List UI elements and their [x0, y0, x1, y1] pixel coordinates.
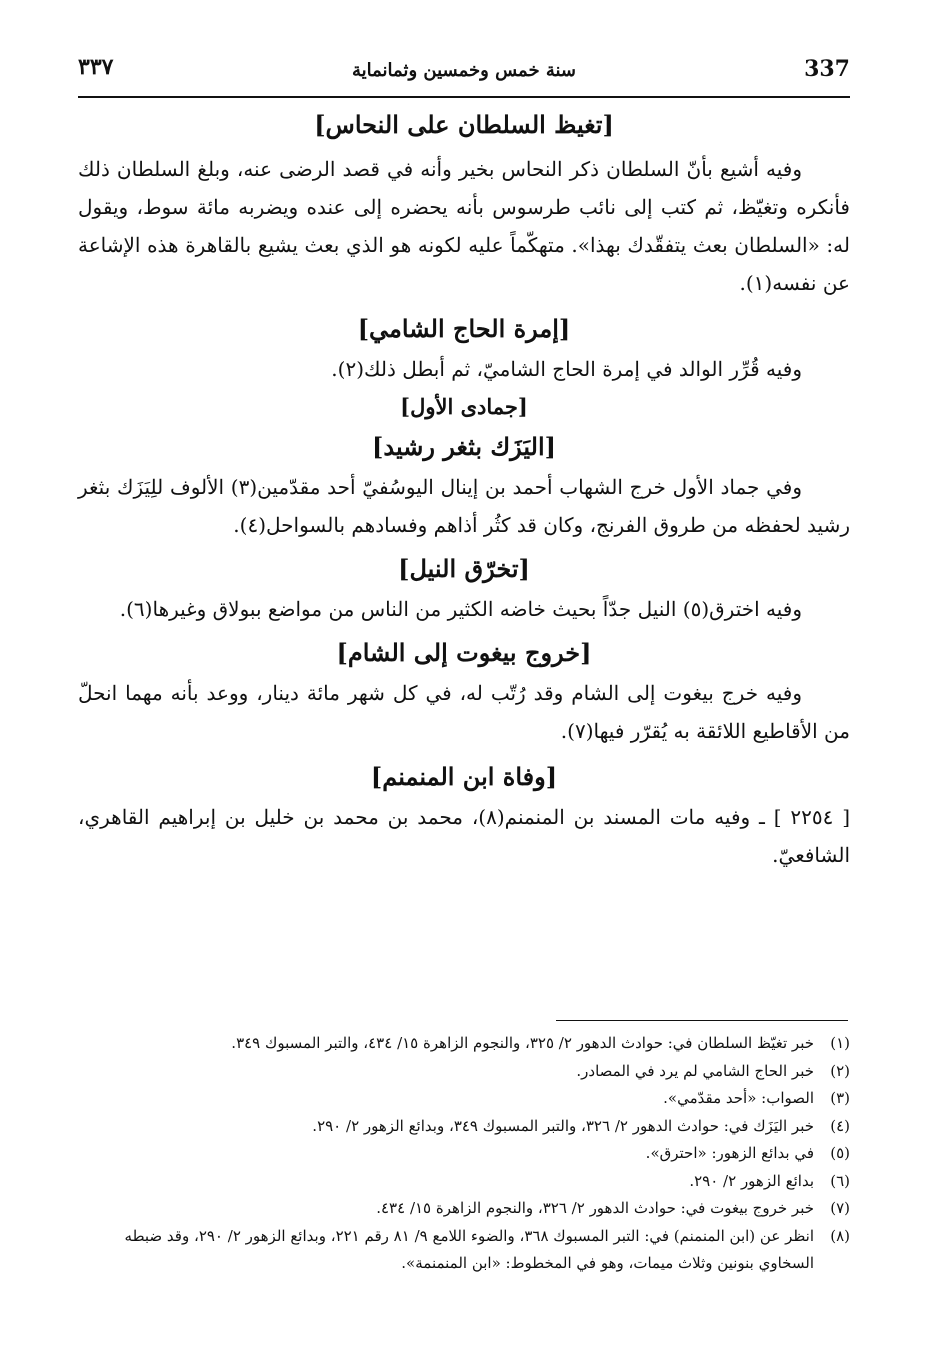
footnote-text: انظر عن (ابن المنمنم) في: التبر المسبوك ٣٦٨، والضوء اللامع ٩/ ٨١ رقم ٢٢١، وبدائع الزهور ٢/ ٢٩٠، وقد ضبطه السخاوي بنونين وثلاث ميمات، وهو في المخطوط: «ابن المنمنمة». [124, 1226, 814, 1272]
footnote-separator [556, 1020, 848, 1021]
footnote-number: (١) [830, 1034, 850, 1052]
page-number-arabic: ٣٣٧ [78, 54, 114, 80]
running-title: سنة خمس وخمسين وثمانماية [351, 60, 576, 81]
footnote-number: (٤) [830, 1116, 850, 1135]
section-heading: [اليَزَك بثغر رشيد] [372, 432, 556, 461]
footnote [78, 1085, 850, 1113]
section-heading: [وفاة ابن المنمنم] [370, 762, 558, 791]
footnote-text: خبر تغيّظ السلطان في: حوادث الدهور ٢/ ٣٢٥، والنجوم الزاهرة ١٥/ ٤٣٤، والتبر المسبوك ٣٤٩. [231, 1034, 814, 1052]
paragraph: وفيه أشيع بأنّ السلطان ذكر النحاس بخير وأنه في قصد الرضى عنه، وبلغ السلطان ذلك فأنكره وتغيّظ، ثم كتب إلى نائب طرسوس بأنه يحضره إلى عنده ويضربه مائة سوط، ويقول له: «السلطان بعث يتفقّدك بهذا». متهكّماً عليه لكونه هو الذي بعث يشيع بالقاهرة هذه الإشاعة عن نفسه(١). [78, 157, 850, 295]
footnote [78, 1058, 850, 1086]
section-heading: [إمرة الحاج الشامي] [357, 314, 571, 343]
page-header [78, 52, 850, 98]
footnote-number: (٥) [830, 1144, 850, 1162]
paragraph: وفي جماد الأول خرج الشهاب أحمد بن إينال اليوسُفيّ أحد مقدّمين(٣) الألوف للِيَزَك بثغر رشيد لحفظه من طروق الفرنج، وكان قد كثُر أذاهم وفسادهم بالسواحل(٤). [78, 475, 850, 537]
footnote [78, 1030, 850, 1058]
footnote-number: (٨) [830, 1226, 850, 1245]
footnote-text: خبر اليَزَك في: حوادث الدهور ٢/ ٣٢٦، والتبر المسبوك ٣٤٩، وبدائع الزهور ٢/ ٢٩٠. [312, 1116, 814, 1135]
main-text [78, 108, 850, 874]
footnote-text: خبر الحاج الشامي لم يرد في المصادر. [576, 1061, 814, 1080]
paragraph: وفيه خرج بيغوت إلى الشام وقد رُتّب له، في كل شهر مائة دينار، ووعد بأنه مهما انحلّ من الأقاطيع اللائقة به يُقرّر فيها(٧). [78, 681, 850, 743]
footnote-number: (٦) [830, 1171, 850, 1190]
footnotes [78, 1030, 850, 1278]
footnote-number: (٧) [830, 1199, 850, 1217]
footnote [78, 1223, 850, 1278]
footnote-number: (٢) [830, 1061, 850, 1080]
footnote-text: خبر خروج بيغوت في: حوادث الدهور ٢/ ٣٢٦، والنجوم الزاهرة ١٥/ ٤٣٤. [376, 1199, 814, 1217]
section-heading: [جمادى الأول] [400, 394, 528, 419]
section-heading: [تخرّق النيل] [398, 554, 530, 583]
section-heading: [خروج بيغوت إلى الشام] [336, 638, 592, 667]
footnote-text: في بدائع الزهور: «احترق». [645, 1144, 814, 1162]
footnote [78, 1195, 850, 1223]
paragraph: وفيه اخترق(٥) النيل جدّاً بحيث خاضه الكثير من الناس من مواضع ببولاق وغيرها(٦). [119, 597, 802, 621]
footnote-text: بدائع الزهور ٢/ ٢٩٠. [689, 1171, 814, 1190]
paragraph: وفيه قُرِّر الوالد في إمرة الحاج الشاميّ، ثم أبطل ذلك(٢). [331, 357, 802, 381]
paragraph: [ ٢٢٥٤ ] ـ وفيه مات المسند بن المنمنم(٨)، محمد بن محمد بن خليل بن إبراهيم القاهري، الشافعيّ. [78, 805, 850, 867]
footnote [78, 1113, 850, 1141]
footnote [78, 1140, 850, 1168]
footnote [78, 1168, 850, 1196]
footnote-number: (٣) [830, 1089, 850, 1107]
section-heading: [تغيظ السلطان على النحاس] [314, 110, 614, 139]
page-number-latin: 337 [804, 56, 850, 82]
footnote-text: الصواب: «أحد مقدّمي». [663, 1089, 814, 1107]
